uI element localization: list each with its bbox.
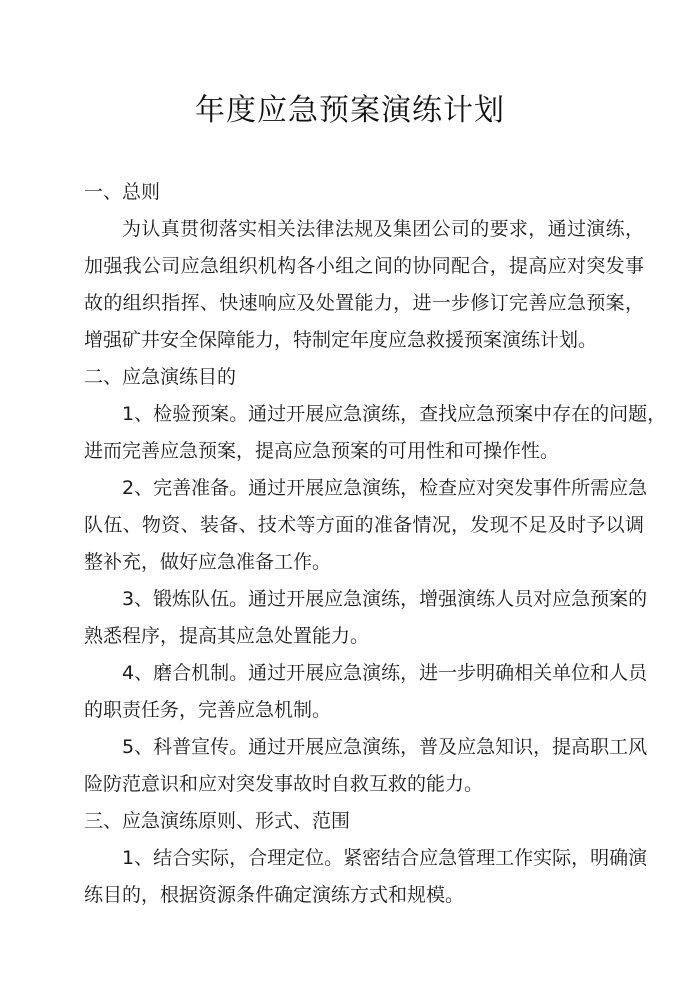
- paragraph-line: 熟悉程序，提高其应急处置能力。: [84, 625, 370, 647]
- paragraph-line: 3、锻炼队伍。通过开展应急演练，增强演练人员对应急预案的: [122, 588, 648, 610]
- paragraph-line: 1、检验预案。通过开展应急演练，查找应急预案中存在的问题，: [122, 403, 667, 425]
- paragraph-line: 2、完善准备。通过开展应急演练，检查应对突发事件所需应急: [122, 477, 648, 499]
- paragraph-line: 队伍、物资、装备、技术等方面的准备情况，发现不足及时予以调: [84, 514, 644, 536]
- paragraph-line: 5、科普宣传。通过开展应急演练，普及应急知识，提高职工风: [122, 736, 648, 758]
- document-title: 年度应急预案演练计划: [195, 93, 505, 128]
- paragraph-line: 进而完善应急预案，提高应急预案的可用性和可操作性。: [84, 440, 560, 462]
- paragraph-line: 险防范意识和应对突发事故时自救互救的能力。: [84, 773, 484, 795]
- paragraph-line: 整补充，做好应急准备工作。: [84, 551, 332, 573]
- paragraph-line: 4、磨合机制。通过开展应急演练，进一步明确相关单位和人员: [122, 662, 648, 684]
- paragraph-line: 的职责任务，完善应急机制。: [84, 699, 332, 721]
- paragraph-line: 1、结合实际，合理定位。紧密结合应急管理工作实际，明确演: [122, 847, 648, 869]
- paragraph-line: 加强我公司应急组织机构各小组之间的协同配合，提高应对突发事: [84, 255, 644, 277]
- paragraph-line: 故的组织指挥、快速响应及处置能力，进一步修订完善应急预案，: [84, 292, 644, 314]
- section-heading-purpose: 二、应急演练目的: [84, 366, 237, 388]
- section-heading-principles: 三、应急演练原则、形式、范围: [84, 810, 351, 832]
- paragraph-line: 练目的，根据资源条件确定演练方式和规模。: [84, 884, 465, 906]
- paragraph-line: 增强矿井安全保障能力，特制定年度应急救援预案演练计划。: [84, 329, 598, 351]
- paragraph-line: 为认真贯彻落实相关法律法规及集团公司的要求，通过演练，: [122, 218, 644, 240]
- section-heading-general: 一、总则: [84, 181, 161, 203]
